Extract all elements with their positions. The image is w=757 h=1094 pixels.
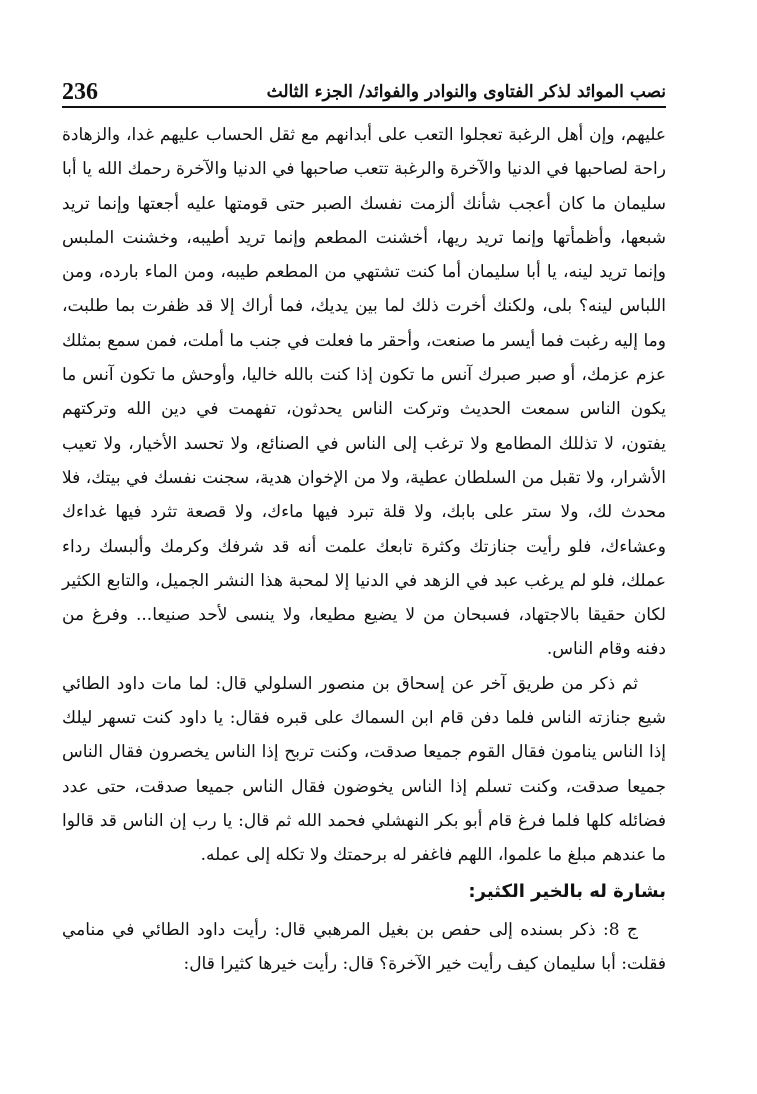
body-paragraph: عليهم، وإن أهل الرغبة تعجلوا التعب على أبدانهم مع ثقل الحساب عليهم غدا، والزهادة راحة لصاحبها في الدنيا والآخرة والرغبة تتعب صاحبها في الدنيا والآخرة رحمك الله يا أبا سليمان ما كان أعجب شأنك ألزمت نفسك الصبر حتى قومتها عليه أجعتها وإنما تريد شبعها، وأظمأتها وإنما تريد ريها، أخشنت المطعم وإنما تريد أطيبه، وخشنت الملبس وإنما تريد لينه، يا أبا سليمان أما كنت تشتهي من المطعم طيبه، ومن الماء بارده، ومن اللباس لينه؟ بلى، ولكنك أخرت ذلك لما بين يديك، فما أراك إلا قد ظفرت بما طلبت، وما إليه رغبت فما أيسر ما صنعت، وأحقر ما فعلت في جنب ما أملت، فمن سمع بمثلك عزم عزمك، أو صبر صبرك آنس ما تكون إذا كنت بالله خاليا، وأوحش ما تكون آنس ما يكون الناس سمعت الحديث وتركت الناس يحدثون، تفهمت في دين الله وتركتهم يفتون، لا تذللك المطامع ولا ترغب إلى الناس في الصنائع، ولا تحسد الأخيار، ولا تعيب الأشرار، ولا تقبل من السلطان عطية، ولا من الإخوان هدية، سجنت نفسك في بيتك، فلا محدث لك، ولا ستر على بابك، ولا قلة تبرد فيها ماءك، ولا قصعة تثرد فيها غداءك وعشاءك، فلو رأيت جنازتك وكثرة تابعك علمت أنه قد شرفك وكرمك وألبسك رداء عملك، فلو لم يرغب عبد في الزهد في الدنيا إلا لمحبة هذا النشر الجميل، والتابع الكثير لكان حقيقا بالاجتهاد، فسبحان من لا يضيع مطيعا، ولا ينسى لأحد صنيعا... وفرغ من دفنه وقام الناس. [62,125,666,660]
running-title: نصب الموائد لذكر الفتاوى والنوادر والفوائد/ الجزء الثالث [266,82,666,102]
page-number: 236 [62,79,98,105]
body-paragraph: ثم ذكر من طريق آخر عن إسحاق بن منصور السلولي قال: لما مات داود الطائي شيع جنازته الناس فلما دفن قام ابن السماك على قبره فقال: يا داود كنت تسهر ليلك إذا الناس ينامون فقال القوم جميعا صدقت، وكنت تربح إذا الناس يخصرون فقال الناس جميعا صدقت، وكنت تسلم إذا الناس يخوضون فقال الناس جميعا صدقت، حتى عدد فضائله كلها فلما فرغ قام أبو بكر النهشلي فحمد الله ثم قال: يا رب إن الناس قد قالوا ما عندهم مبلغ ما علموا، اللهم فاغفر له برحمتك ولا تكله إلى عمله. [62,673,666,866]
page-body [62,118,666,981]
page-header [62,70,666,104]
body-paragraph: ج 8: ذكر بسنده إلى حفص بن بغيل المرهبي قال: رأيت داود الطائي في منامي فقلت: أبا سليمان كيف رأيت خير الآخرة؟ قال: رأيت خيرها كثيرا قال: [62,919,666,974]
section-heading: بشارة له بالخير الكثير: [468,880,666,902]
header-divider [62,106,666,108]
